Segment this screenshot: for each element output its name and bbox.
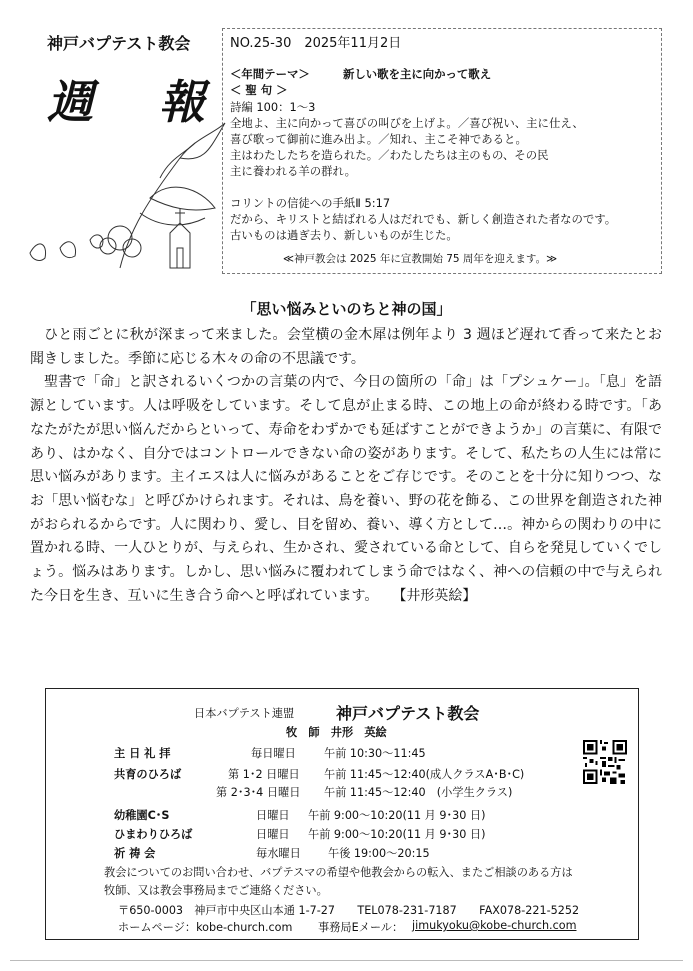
issue-number: NO.25-30 2025年11月2日 — [230, 36, 402, 51]
email-label: 事務局Eメール： — [318, 921, 404, 934]
schedule-day: 第 1･2 日曜日 — [228, 768, 300, 781]
schedule-name: 共育のひろば — [114, 768, 182, 781]
schedule-day: 第 2･3･4 日曜日 — [216, 786, 301, 799]
scripture-label: ＜ 聖 句 ＞ — [230, 83, 288, 97]
church-info-footer — [45, 688, 639, 940]
corinth-line: だから、キリストと結ばれる人はだれでも、新しく創造された者なのです。 — [230, 212, 617, 226]
theme-text: 新しい歌を主に向かって歌え — [343, 67, 492, 81]
notice-line: 牧師、又は教会事務局までご連絡ください。 — [104, 884, 328, 897]
sermon-paragraph: 聖書で「命」と訳されるいくつかの言葉の内で、今日の箇所の「命」は「プシュケー」。「息」を語源としています。人は呼吸をしています。そして息が止まる時、この地上の命が終わる時です。「あなたがたが思い悩んだからといって、寿命をわずかでも延ばすことができようか」の言葉に、有限であり、はかなく、自分ではコントロールできない命の姿があります。そして、私たちの人生には常に思い悩みがあります。主イエスは人に悩みがあることをご存じです。そのことを十分に知りつつ、なお「思い悩むな」と呼びかけられます。それは、鳥を養い、野の花を飾る、この世界を創造された神がおられるからです。人に関わり、愛し、目を留め、養い、導く方として…。神からの関わりの中に置かれる時、一人ひとりが、与えられ、生かされ、愛されている命として、自らを発見していくでしょう。悩みはあります。しかし、思い悩みに覆われてしまう命ではなく、神への信頼の中で与えられた今日を生き、互いに生き合う命へと呼ばれています。 — [30, 374, 662, 604]
schedule-time: 午前 11:45～12:40(成人クラスA･B･C) — [324, 768, 525, 781]
bulletin-title: 週 報 — [47, 75, 215, 129]
anniversary-note: ≪神戸教会は 2025 年に宣教開始 75 周年を迎えます。≫ — [283, 253, 558, 265]
notice-line: 教会についてのお問い合わせ、バプテスマの希望や他教会からの転入、またご相談のある方は — [104, 866, 573, 879]
psalm-line: 全地よ、主に向かって喜びの叫びを上げよ。／喜び祝い、主に仕え、 — [230, 116, 584, 130]
pastor-name: 牧 師 井形 英絵 — [286, 726, 387, 739]
psalm-ref: 詩編 100：1～3 — [230, 100, 316, 114]
psalm-line: 喜び歌って御前に進み出よ。／知れ、主こそ神であると。 — [230, 132, 527, 146]
schedule-day: 毎日曜日 — [251, 747, 296, 760]
schedule-day: 日曜日 — [256, 828, 290, 841]
schedule-name: 主 日 礼 拝 — [114, 747, 171, 760]
schedule-time: 午前 11:45～12:40 (小学生クラス) — [324, 786, 513, 799]
info-box — [222, 28, 662, 274]
corinth-ref: コリントの信徒への手紙Ⅱ 5:17 — [230, 196, 391, 210]
psalm-line: 主に養われる羊の群れ。 — [230, 164, 356, 178]
schedule-day: 日曜日 — [256, 809, 290, 822]
sermon-body — [30, 324, 662, 608]
psalm-line: 主はわたしたちを造られた。／わたしたちは主のもの、その民 — [230, 148, 549, 162]
sermon-paragraph: ひと雨ごとに秋が深まって来ました。会堂横の金木犀は例年より 3 週ほど遅れて香って来たとお聞きしました。季節に応じる木々の命の不思議です。 — [30, 327, 662, 367]
schedule-time: 午前 10:30～11:45 — [324, 747, 426, 760]
church-name: 神戸バプテスト教会 — [47, 34, 191, 53]
email-link[interactable]: jimukyoku@kobe-church.com — [412, 919, 577, 932]
qr-code-icon[interactable] — [583, 740, 627, 784]
theme-label: ＜年間テーマ＞ — [230, 67, 310, 81]
homepage-link[interactable]: ホームページ：kobe-church.com — [118, 921, 293, 934]
sermon-author: 【井形英絵】 — [399, 587, 477, 604]
schedule-day: 毎水曜日 — [256, 847, 301, 860]
flower-church-illustration-icon — [20, 118, 230, 273]
schedule-name: 祈 祷 会 — [114, 847, 156, 860]
schedule-name: ひまわりひろば — [114, 828, 193, 841]
page-bottom-rule — [10, 960, 683, 961]
schedule-time: 午後 19:00～20:15 — [328, 847, 430, 860]
schedule-time: 午前 9:00～10:20(11 月 9･30 日) — [308, 828, 486, 841]
union-name: 日本バプテスト連盟 — [194, 707, 295, 720]
sermon-title: 「思い悩みといのちと神の国」 — [241, 300, 452, 318]
church-address: 〒650-0003 神戸市中央区山本通 1-7-27 TEL078-231-7187 FAX078-221-5252 — [118, 904, 580, 917]
footer-church-name: 神戸バプテスト教会 — [336, 704, 480, 723]
corinth-line: 古いものは過ぎ去り、新しいものが生じた。 — [230, 228, 458, 242]
schedule-name: 幼稚園C･S — [114, 809, 170, 822]
schedule-time: 午前 9:00～10:20(11 月 9･30 日) — [308, 809, 486, 822]
